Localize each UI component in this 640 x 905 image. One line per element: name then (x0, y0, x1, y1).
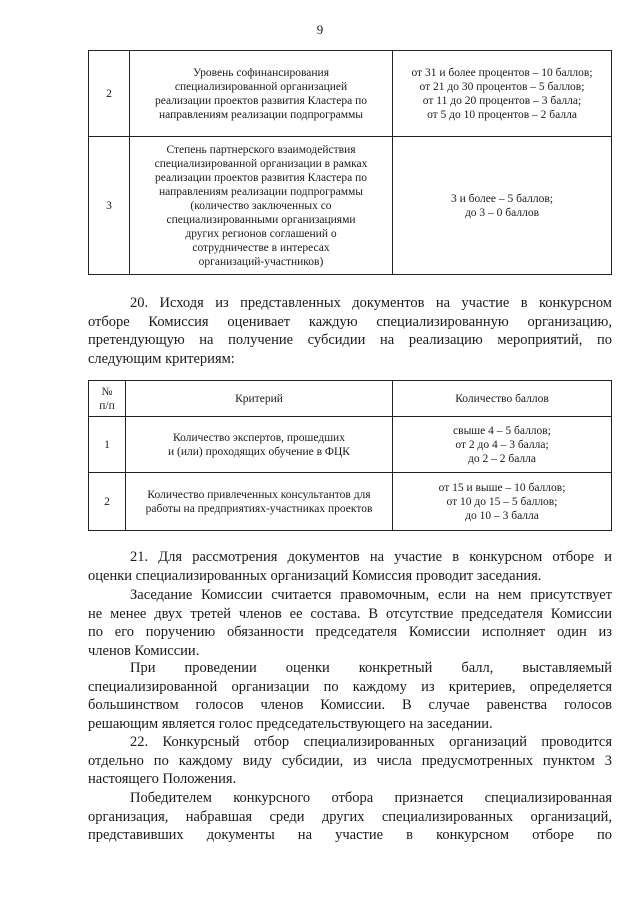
page-number: 9 (316, 22, 324, 37)
text-line: по его поручению обязанности председателя Комиссии исполняет один из (88, 624, 612, 640)
score-cell (393, 51, 612, 137)
text-line: специализированными организациями (166, 213, 356, 226)
text-line: работы на предприятиях-участниках проектов (145, 502, 373, 515)
text-line: специализированной организации по каждому из критериев, определяется (88, 678, 612, 695)
table-row (89, 137, 612, 275)
table-row (89, 417, 612, 473)
paragraph-22 (88, 733, 612, 789)
criteria-table-continued (88, 50, 612, 275)
text-line: Уровень софинансирования (193, 66, 329, 79)
text-line: При проведении оценки конкретный балл, выставляемый (130, 660, 612, 676)
text-line: Победителем конкурсного отбора признается специализированная (130, 790, 612, 806)
text-line: оценки специализированных организаций Комиссия проводит заседания. (88, 567, 542, 584)
criterion-cell (130, 51, 393, 137)
text-line: Заседание Комиссии считается правомочным, если на нем присутствует (130, 587, 612, 603)
text-line: организация, набравшая среди других специализированных организаций, (88, 808, 612, 825)
text-line: (количество заключенных со (190, 199, 332, 212)
text-line: отдельно по каждому виду субсидии, из числа предусмотренных пунктом 3 (88, 752, 612, 769)
score-cell (393, 137, 612, 275)
text-line: от 10 до 15 – 5 баллов; (446, 495, 558, 508)
table-header-row (89, 381, 612, 417)
text-line: направлениям реализации подпрограммы (159, 185, 363, 198)
column-header-score: Количество баллов (393, 381, 612, 417)
text-line: до 2 – 2 балла (468, 452, 536, 465)
column-header-number (89, 381, 126, 417)
row-number: 3 (89, 137, 130, 275)
paragraph-winner (88, 789, 612, 845)
text-line: реализации проектов развития Кластера по (154, 171, 368, 184)
text-line: до 10 – 3 балла (465, 509, 539, 522)
score-cell (393, 473, 612, 531)
text-line: организаций-участников) (198, 255, 324, 268)
row-number: 1 (89, 417, 126, 473)
criterion-cell (126, 417, 393, 473)
text-line: членов Комиссии. (88, 642, 200, 659)
text-line: от 21 до 30 процентов – 5 баллов; (419, 80, 585, 93)
text-line: отборе Комиссия оценивает каждую специализированную организацию, (88, 313, 612, 330)
text-line: реализации проектов развития Кластера по (154, 94, 368, 107)
paragraph-20 (88, 294, 612, 368)
paragraph-21 (88, 548, 612, 585)
column-header-criterion: Критерий (126, 381, 393, 417)
text-line: претендующую на получение субсидии на реализацию мероприятий, по (88, 332, 612, 348)
text-line: от 15 и выше – 10 баллов; (438, 481, 566, 494)
text-line: 22. Конкурсный отбор специализированных организаций проводится (130, 734, 612, 750)
text-line: Количество экспертов, прошедших (173, 431, 345, 444)
text-line: 20. Исходя из представленных документов на участие в конкурсном (130, 295, 612, 311)
text-line: и (или) проходящих обучение в ФЦК (168, 445, 350, 458)
text-line: специализированной организацией (174, 80, 348, 93)
criterion-cell (126, 473, 393, 531)
text-line: решающим является голос председательствующего на заседании. (88, 715, 493, 732)
text-line: от 11 до 20 процентов – 3 балла; (422, 94, 582, 107)
text-line: представивших документы на участие в конкурсном отборе по (88, 827, 612, 843)
text-line: от 5 до 10 процентов – 2 балла (427, 108, 577, 121)
criterion-cell (130, 137, 393, 275)
table-row (89, 473, 612, 531)
text-line: от 31 и более процентов – 10 баллов; (411, 66, 593, 79)
text-line: п/п (99, 399, 115, 412)
text-line: от 2 до 4 – 3 балла; (455, 438, 549, 451)
text-line: направлениям реализации подпрограммы (159, 108, 363, 121)
table-row (89, 51, 612, 137)
text-line: настоящего Положения. (88, 771, 237, 787)
text-line: большинством голосов членов Комиссии. В случае равенства голосов (88, 697, 612, 713)
text-line: Степень партнерского взаимодействия (166, 143, 356, 156)
row-number: 2 (89, 473, 126, 531)
text-line: сотрудничестве в интересах (192, 241, 330, 254)
text-line: до 3 – 0 баллов (464, 206, 540, 219)
text-line: Количество привлеченных консультантов для (147, 488, 371, 501)
text-line: № (101, 385, 113, 398)
paragraph-quorum (88, 586, 612, 660)
criteria-table (88, 380, 612, 531)
text-line: 21. Для рассмотрения документов на участие в конкурсном отборе и (130, 549, 612, 565)
score-cell (393, 417, 612, 473)
text-line: свыше 4 – 5 баллов; (453, 424, 551, 437)
text-line: не менее двух третей членов ее состава. В отсутствие председателя Комиссии (88, 605, 612, 622)
text-line: других регионов соглашений о (185, 227, 337, 240)
text-line: 3 и более – 5 баллов; (450, 192, 554, 205)
text-line: специализированной организации в рамках (154, 157, 368, 170)
row-number: 2 (89, 51, 130, 137)
paragraph-scoring (88, 659, 612, 733)
text-line: следующим критериям: (88, 350, 235, 367)
